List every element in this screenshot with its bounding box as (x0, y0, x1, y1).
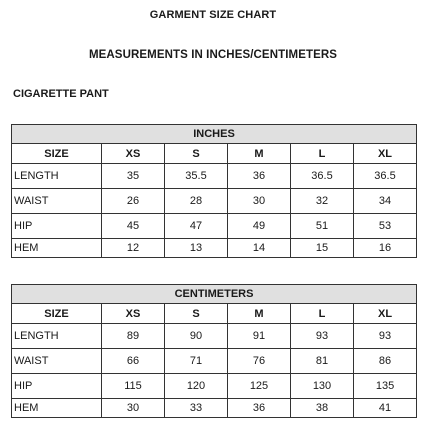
table-cell: 33 (165, 399, 228, 418)
table-cell: 35 (102, 164, 165, 189)
table-cell: 90 (165, 324, 228, 349)
table-cell: 45 (102, 214, 165, 239)
size-xl-header: XL (354, 144, 417, 164)
size-m-header: M (228, 144, 291, 164)
table-cell: 14 (228, 239, 291, 258)
table-cell: 16 (354, 239, 417, 258)
inches-size-table (11, 124, 417, 258)
size-header: SIZE (12, 144, 102, 164)
table-cell: 93 (354, 324, 417, 349)
table-row (12, 324, 417, 349)
table-cell: 89 (102, 324, 165, 349)
table-cell: 71 (165, 349, 228, 374)
table-cell: 15 (291, 239, 354, 258)
table-row (12, 374, 417, 399)
measurement-label: WAIST (12, 349, 102, 374)
table-cell: 30 (102, 399, 165, 418)
table-cell: 13 (165, 239, 228, 258)
table-cell: 32 (291, 189, 354, 214)
table-cell: 41 (354, 399, 417, 418)
size-header-row (12, 144, 417, 164)
table-cell: 66 (102, 349, 165, 374)
product-name: CIGARETTE PANT (13, 88, 109, 100)
table-cell: 38 (291, 399, 354, 418)
table-cell: 49 (228, 214, 291, 239)
table-cell: 76 (228, 349, 291, 374)
table-cell: 36.5 (291, 164, 354, 189)
table-row (12, 399, 417, 418)
table-cell: 34 (354, 189, 417, 214)
table-cell: 125 (228, 374, 291, 399)
table-cell: 26 (102, 189, 165, 214)
table-cell: 93 (291, 324, 354, 349)
unit-header: CENTIMETERS (12, 285, 417, 304)
chart-title: GARMENT SIZE CHART (149, 9, 277, 21)
unit-header: INCHES (12, 125, 417, 144)
table-cell: 130 (291, 374, 354, 399)
table-cell: 47 (165, 214, 228, 239)
table-cell: 81 (291, 349, 354, 374)
size-xs-header: XS (102, 304, 165, 324)
table-row (12, 349, 417, 374)
table-cell: 135 (354, 374, 417, 399)
size-xl-header: XL (354, 304, 417, 324)
table-cell: 30 (228, 189, 291, 214)
table-cell: 12 (102, 239, 165, 258)
table-row (12, 214, 417, 239)
table-cell: 36 (228, 399, 291, 418)
size-l-header: L (291, 304, 354, 324)
measurement-label: LENGTH (12, 164, 102, 189)
measurement-label: HIP (12, 214, 102, 239)
table-cell: 51 (291, 214, 354, 239)
chart-subtitle: MEASUREMENTS IN INCHES/CENTIMETERS (88, 49, 338, 61)
size-header: SIZE (12, 304, 102, 324)
table-cell: 115 (102, 374, 165, 399)
size-s-header: S (165, 144, 228, 164)
table-cell: 53 (354, 214, 417, 239)
measurement-label: HEM (12, 399, 102, 418)
table-row (12, 189, 417, 214)
size-header-row (12, 304, 417, 324)
table-cell: 36.5 (354, 164, 417, 189)
table-cell: 28 (165, 189, 228, 214)
table-cell: 91 (228, 324, 291, 349)
table-row (12, 164, 417, 189)
measurement-label: LENGTH (12, 324, 102, 349)
measurement-label: WAIST (12, 189, 102, 214)
size-m-header: M (228, 304, 291, 324)
table-cell: 120 (165, 374, 228, 399)
measurement-label: HIP (12, 374, 102, 399)
table-cell: 35.5 (165, 164, 228, 189)
size-xs-header: XS (102, 144, 165, 164)
measurement-label: HEM (12, 239, 102, 258)
centimeters-size-table (11, 284, 417, 418)
table-row (12, 239, 417, 258)
size-s-header: S (165, 304, 228, 324)
size-l-header: L (291, 144, 354, 164)
table-cell: 36 (228, 164, 291, 189)
table-cell: 86 (354, 349, 417, 374)
